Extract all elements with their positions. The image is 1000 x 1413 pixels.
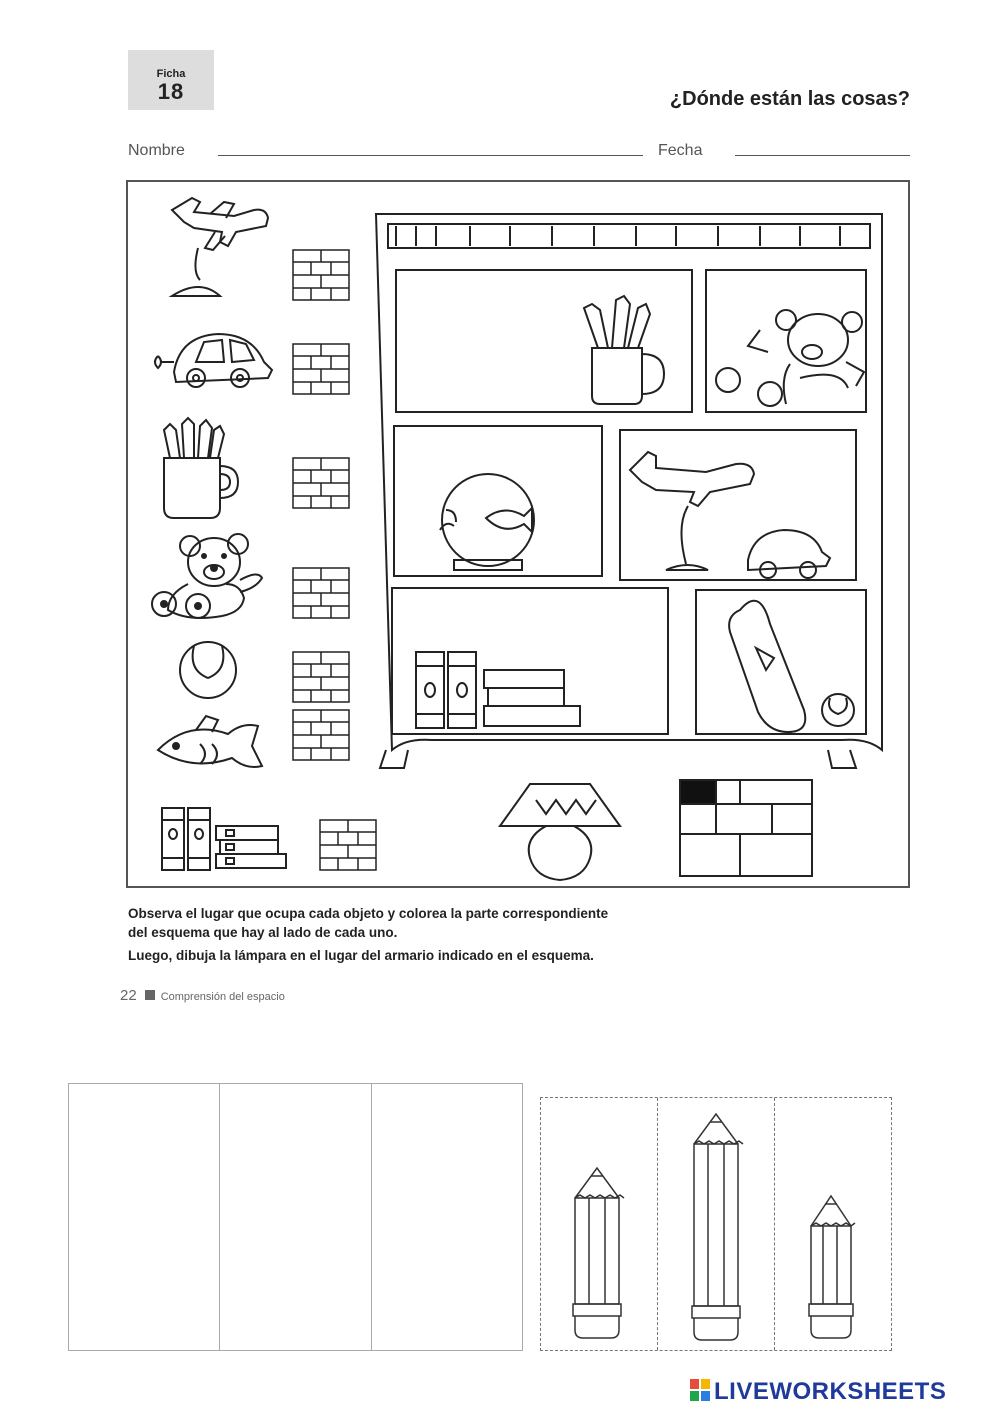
answer-box-1[interactable]: [69, 1084, 220, 1350]
pencil-card-small[interactable]: [775, 1098, 891, 1350]
answer-box-2[interactable]: [220, 1084, 371, 1350]
section-label: Comprensión del espacio: [160, 991, 285, 1003]
liveworksheets-logo: [690, 1378, 946, 1406]
answer-box-3[interactable]: [372, 1084, 522, 1350]
wardrobe: [376, 214, 882, 768]
scheme-grids: [293, 250, 376, 870]
pencil-icon: [658, 1098, 775, 1352]
fish-icon: [158, 716, 262, 767]
instruction-line: Observa el lugar que ocupa cada objeto y colorea la parte correspondiente: [128, 906, 609, 921]
pencil-card-medium[interactable]: [541, 1098, 658, 1350]
toy-car-icon: [155, 334, 272, 387]
lamp-target-scheme: [680, 780, 812, 876]
page-number: 22: [120, 987, 137, 1004]
instruction-line: Luego, dibuja la lámpara en el lugar del armario indicado en el esquema.: [128, 948, 594, 963]
logo-text: LIVEWORKSHEETS: [714, 1378, 947, 1405]
ficha-badge: [128, 50, 214, 110]
illustration-frame: [126, 180, 910, 888]
logo-mark-icon: [690, 1379, 710, 1401]
pencil-cards: [540, 1097, 892, 1351]
pencil-icon: [541, 1098, 658, 1352]
square-bullet-icon: [145, 990, 155, 1000]
page-footer: [120, 987, 285, 1004]
ficha-label: Ficha: [156, 68, 186, 80]
answer-boxes: [68, 1083, 523, 1351]
date-label: Fecha: [658, 142, 703, 159]
pencil-icon: [775, 1098, 892, 1352]
airplane-icon: [172, 198, 268, 296]
instructions: [128, 905, 888, 966]
books-icon: [162, 808, 286, 870]
pencil-card-large[interactable]: [658, 1098, 775, 1350]
ficha-number: 18: [157, 79, 185, 104]
lamp-icon: [500, 784, 620, 880]
name-label: Nombre: [128, 142, 185, 159]
name-field[interactable]: [218, 155, 643, 156]
page-title: ¿Dónde están las cosas?: [669, 88, 910, 110]
instruction-line: del esquema que hay al lado de cada uno.: [128, 925, 398, 940]
teddy-bear-icon: [152, 534, 262, 618]
ball-icon: [180, 642, 236, 698]
date-field[interactable]: [735, 155, 910, 156]
pencil-cup-icon: [164, 418, 238, 518]
